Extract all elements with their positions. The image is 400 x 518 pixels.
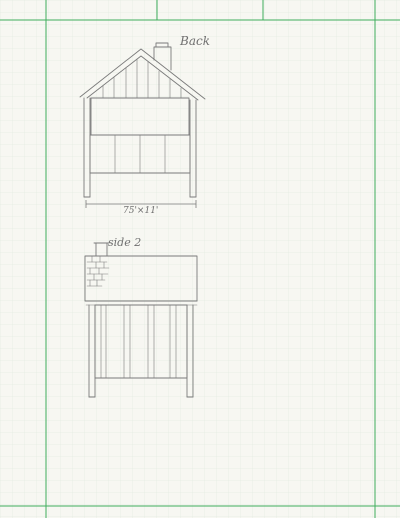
back-dimension-label: 75'×11' <box>123 206 159 216</box>
back-view-label: Back <box>180 34 210 48</box>
side-view-label: side 2 <box>108 236 142 249</box>
